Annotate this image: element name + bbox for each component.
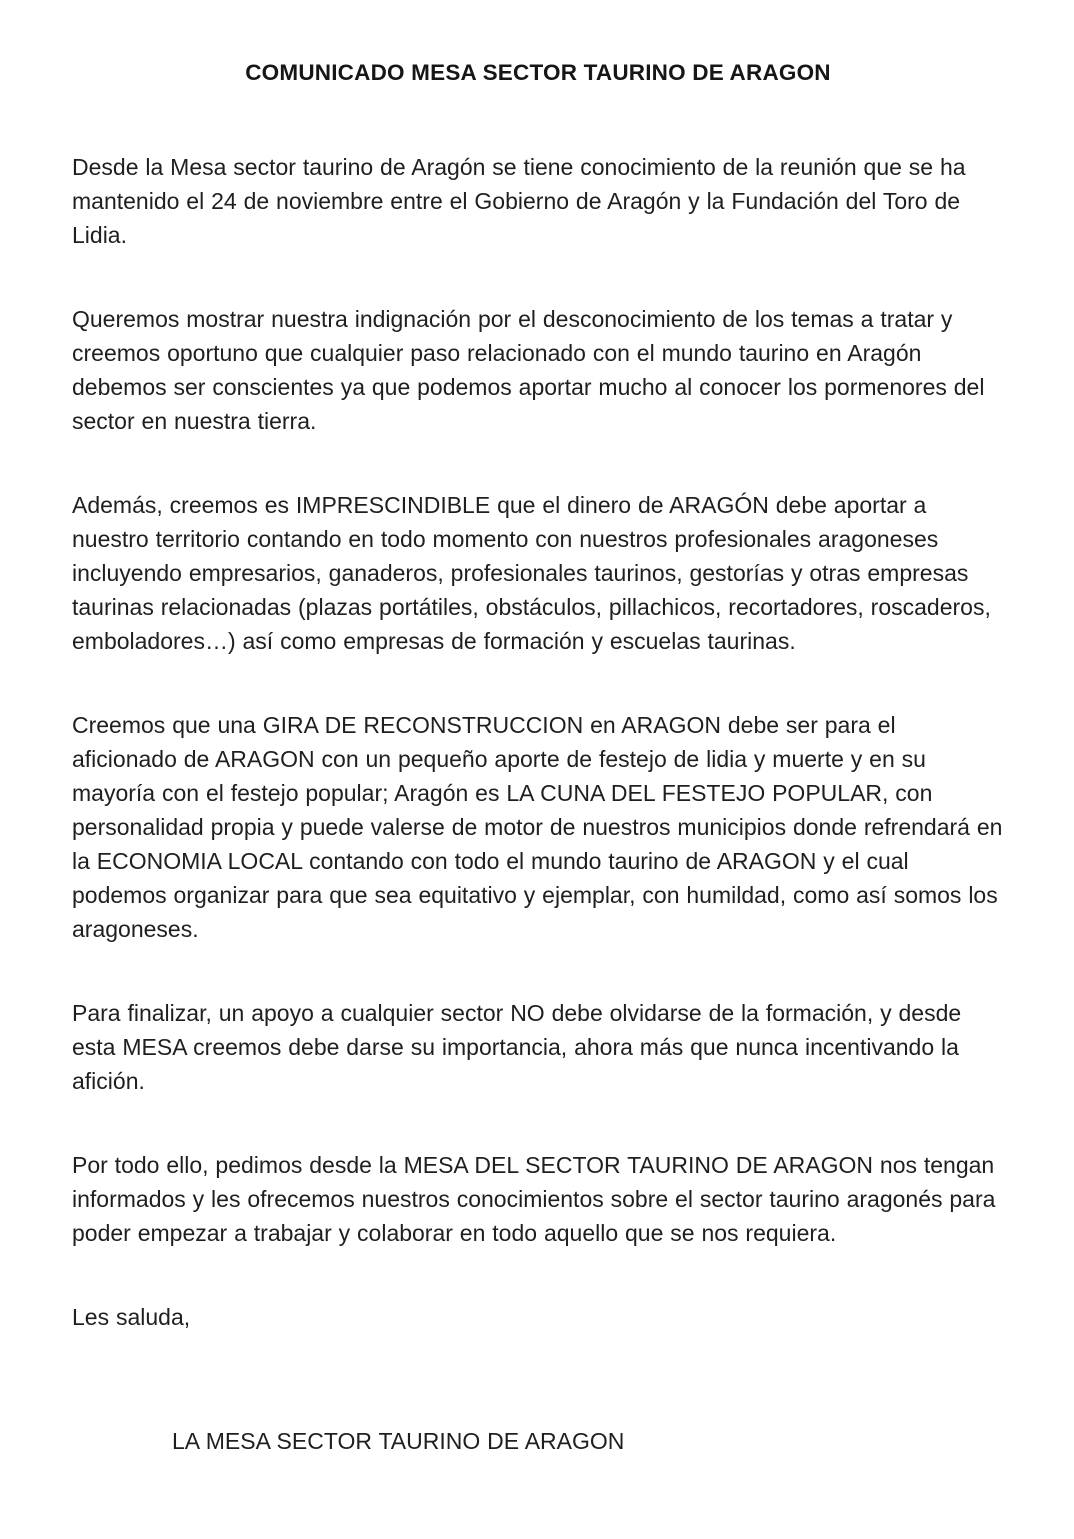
letter-closing-salutation: Les saluda, bbox=[72, 1304, 191, 1330]
letter-paragraph-6: Por todo ello, pedimos desde la MESA DEL SECTOR TAURINO DE ARAGON nos tengan informados y les ofrecemos nuestros conocimientos sobre el sector taurino aragonés para poder empezar a trabajar y colaborar en todo aquello que se nos requiera. bbox=[72, 1152, 996, 1246]
letter-paragraph-5: Para finalizar, un apoyo a cualquier sector NO debe olvidarse de la formación, y desde esta MESA creemos debe darse su importancia, ahora más que nunca incentivando la afición. bbox=[72, 1000, 962, 1094]
document-title: COMUNICADO MESA SECTOR TAURINO DE ARAGON bbox=[245, 60, 831, 85]
letter-paragraph-3: Además, creemos es IMPRESCINDIBLE que el dinero de ARAGÓN debe aportar a nuestro territorio contando en todo momento con nuestros profesionales aragoneses incluyendo empresarios, ganaderos, profesionales taurinos, gestorías y otras empresas taurinas relacionadas (plazas portátiles, obstáculos, pillachicos, recortadores, roscaderos, emboladores…) así como empresas de formación y escuelas taurinas. bbox=[72, 492, 991, 654]
letter-signature: LA MESA SECTOR TAURINO DE ARAGON bbox=[172, 1428, 625, 1454]
letter-paragraph-4: Creemos que una GIRA DE RECONSTRUCCION en ARAGON debe ser para el aficionado de ARAGON con un pequeño aporte de festejo de lidia y muerte y en su mayoría con el festejo popular; Aragón es LA CUNA DEL FESTEJO POPULAR, con personalidad propia y puede valerse de motor de nuestros municipios donde refrendará en la ECONOMIA LOCAL contando con todo el mundo taurino de ARAGON y el cual podemos organizar para que sea equitativo y ejemplar, con humildad, como así somos los aragoneses. bbox=[72, 712, 1003, 942]
letter-paragraph-1: Desde la Mesa sector taurino de Aragón se tiene conocimiento de la reunión que se ha mantenido el 24 de noviembre entre el Gobierno de Aragón y la Fundación del Toro de Lidia. bbox=[72, 154, 966, 248]
letter-paragraph-2: Queremos mostrar nuestra indignación por el desconocimiento de los temas a tratar y creemos oportuno que cualquier paso relacionado con el mundo taurino en Aragón debemos ser conscientes ya que podemos aportar mucho al conocer los pormenores del sector en nuestra tierra. bbox=[72, 306, 985, 434]
